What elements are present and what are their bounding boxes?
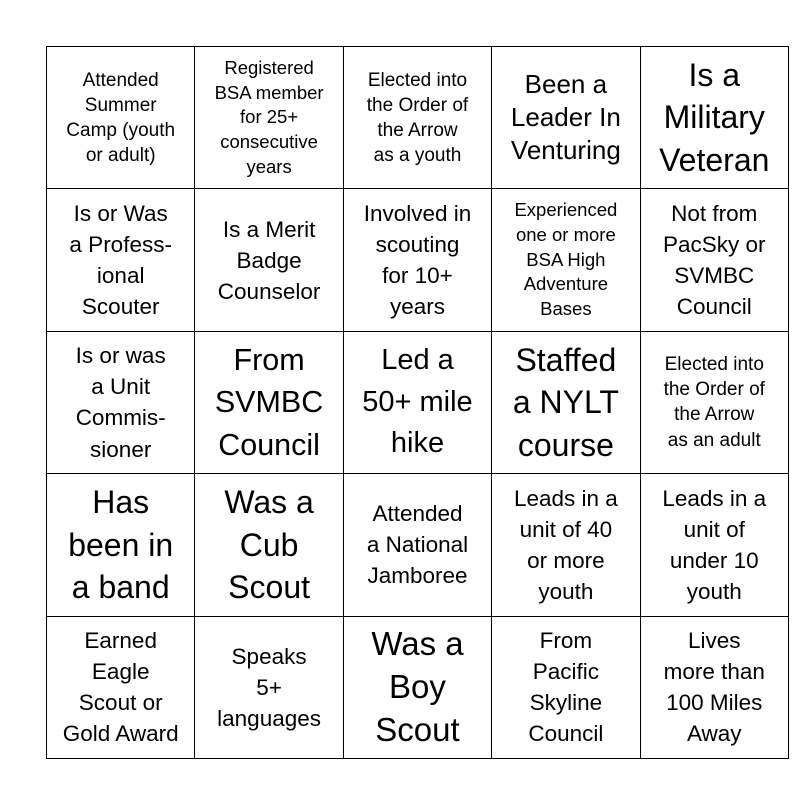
bingo-cell-text: From SVMBC Council [214,343,324,462]
bingo-cell[interactable] [195,189,343,331]
bingo-cell-text: Elected into the Order of the Arrow as a youth [366,69,469,166]
bingo-cell[interactable] [492,474,640,616]
bingo-cell-text: Is or Was a Profess- ional Scouter [69,200,172,320]
bingo-cell[interactable] [195,474,343,616]
bingo-cell-text: Speaks 5+ languages [217,643,321,731]
bingo-cell-text: Is or was a Unit Commis- sioner [75,343,166,462]
bingo-cell-text: Leads in a unit of 40 or more youth [513,485,618,604]
bingo-cell[interactable] [195,47,343,189]
bingo-cell-text: From Pacific Skyline Council [528,628,604,747]
bingo-cell-text: Is a Military Veteran [659,56,770,178]
bingo-cell-text: Was a Boy Scout [371,624,464,748]
bingo-cell-text: Attended a National Jamboree [366,501,469,589]
bingo-cell[interactable] [640,331,788,473]
bingo-cell[interactable] [640,189,788,331]
bingo-cell[interactable] [343,474,491,616]
bingo-cell[interactable] [492,616,640,758]
bingo-cell-text: Not from PacSky or SVMBC Council [662,200,766,320]
bingo-cell[interactable] [640,47,788,189]
bingo-cell[interactable] [195,616,343,758]
bingo-cell-text: Registered BSA member for 25+ consecutive years [214,56,324,177]
bingo-cell-text: Been a Leader In Venturing [510,69,621,166]
bingo-row [47,616,789,758]
bingo-cell[interactable] [640,474,788,616]
bingo-cell-text: Has been in a band [68,484,174,606]
bingo-row [47,47,789,189]
bingo-cell[interactable] [640,616,788,758]
bingo-cell[interactable] [343,47,491,189]
bingo-cell[interactable] [47,616,195,758]
bingo-board [46,46,789,759]
bingo-cell-text: Staffed a NYLT course [512,341,619,463]
bingo-cell[interactable] [47,47,195,189]
bingo-cell[interactable] [492,189,640,331]
bingo-row [47,474,789,616]
bingo-cell-text: Experienced one or more BSA High Adventure Bases [514,199,618,320]
bingo-cell[interactable] [47,331,195,473]
bingo-cell[interactable] [492,47,640,189]
bingo-cell-text: Was a Cub Scout [224,484,314,606]
bingo-row [47,331,789,473]
bingo-cell[interactable] [47,189,195,331]
bingo-cell-text: Is a Merit Badge Counselor [217,216,321,304]
bingo-cell[interactable] [343,189,491,331]
bingo-cell-text: Earned Eagle Scout or Gold Award [62,628,179,747]
bingo-cell-text: Leads in a unit of under 10 youth [662,485,767,604]
bingo-cell-text: Involved in scouting for 10+ years [363,200,472,320]
bingo-cell-text: Lives more than 100 Miles Away [663,628,765,747]
bingo-cell[interactable] [492,331,640,473]
bingo-cell[interactable] [47,474,195,616]
bingo-cell[interactable] [343,616,491,758]
bingo-cell[interactable] [195,331,343,473]
bingo-cell-text: Attended Summer Camp (youth or adult) [66,69,176,166]
bingo-cell-text: Elected into the Order of the Arrow as an adult [663,354,765,451]
bingo-row [47,189,789,331]
bingo-cell[interactable] [343,331,491,473]
bingo-cell-text: Led a 50+ mile hike [362,343,473,460]
